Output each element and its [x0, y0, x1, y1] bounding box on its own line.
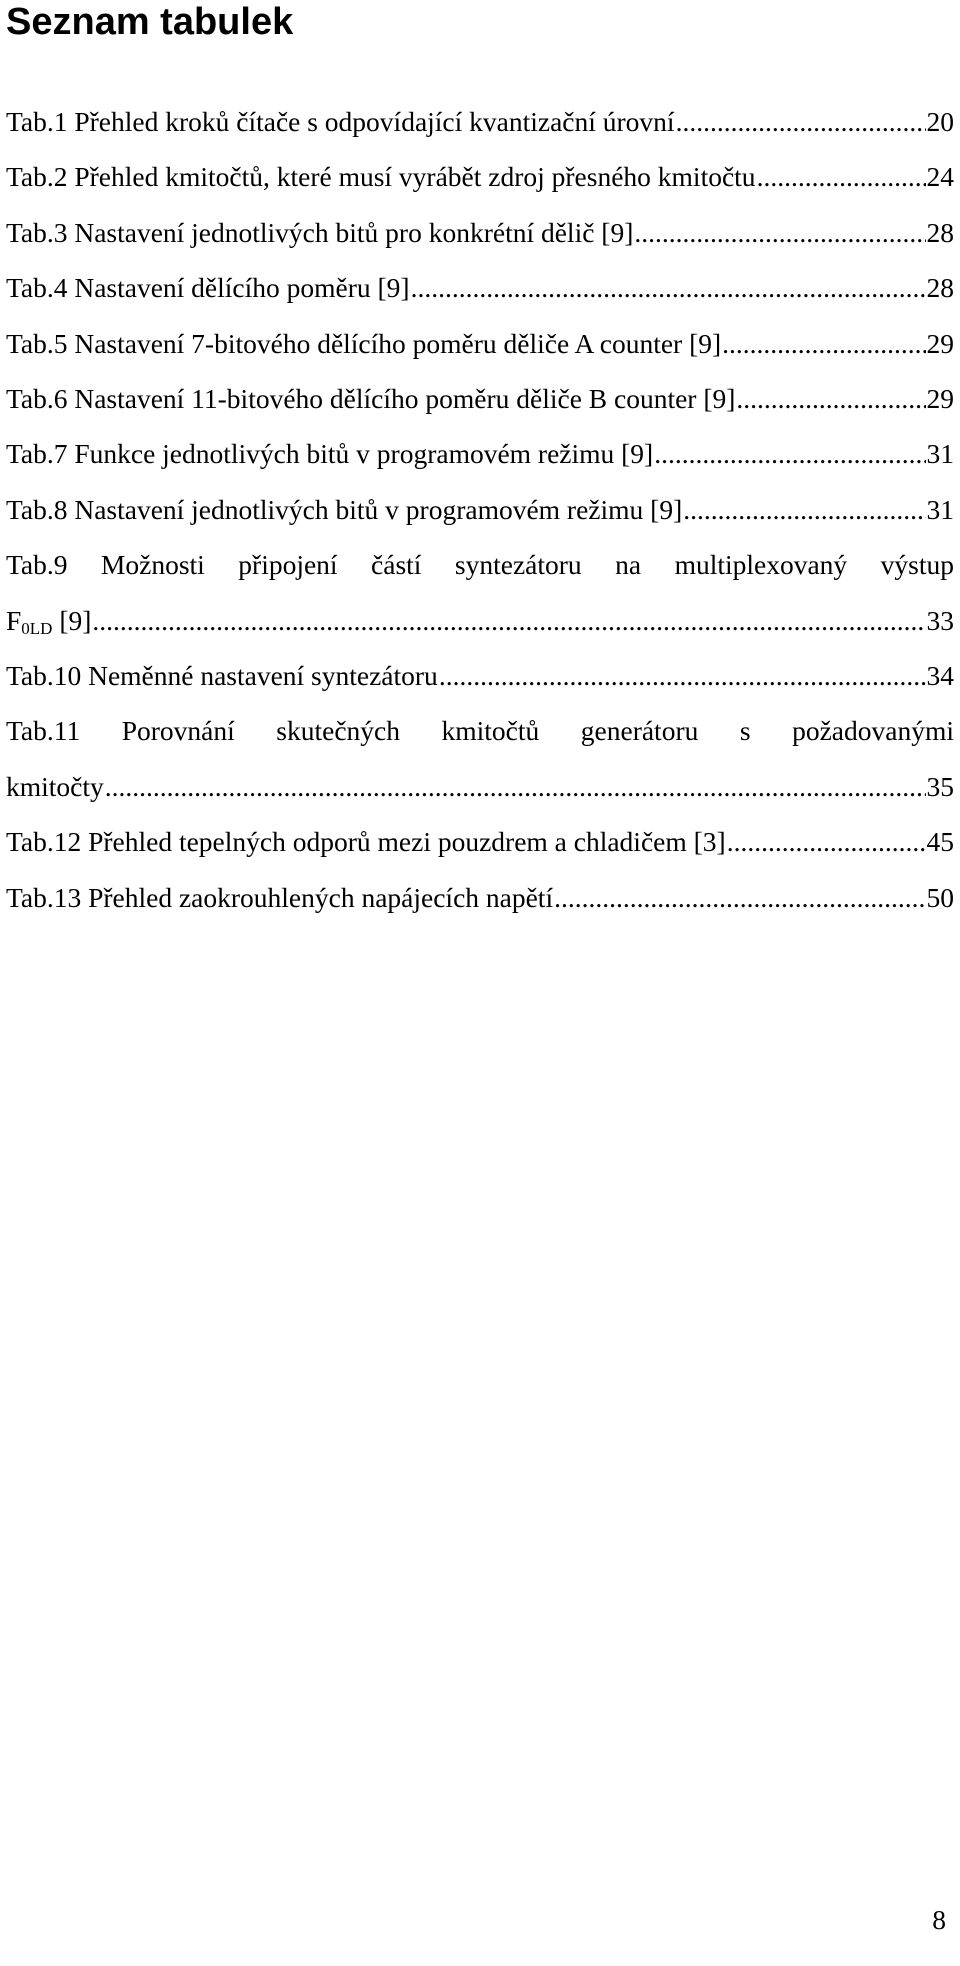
- entry-label: Tab.7 Funkce jednotlivých bitů v programovém režimu [9]: [6, 438, 654, 470]
- list-item-tab-5[interactable]: [6, 328, 954, 383]
- entry-page-number: 34: [926, 659, 954, 691]
- entry-page-number: 45: [926, 826, 954, 858]
- dot-leader: [757, 161, 926, 193]
- entry-page-number: 24: [926, 161, 954, 193]
- entry-label: Tab.2 Přehled kmitočtů, které musí vyrábět zdroj přesného kmitočtu: [6, 161, 756, 193]
- dot-leader: [92, 605, 925, 637]
- entry-page-number: 50: [926, 881, 954, 913]
- dot-leader: [722, 328, 925, 360]
- list-item-tab-7[interactable]: [6, 438, 954, 493]
- entry-page-number: 33: [926, 604, 954, 636]
- list-item-tab-2[interactable]: [6, 161, 954, 216]
- entry-page-number: 28: [926, 216, 954, 248]
- entry-label-rest: [9]: [52, 604, 92, 636]
- dot-leader: [105, 771, 926, 803]
- list-item-tab-12[interactable]: [6, 826, 954, 881]
- dot-leader: [654, 438, 925, 470]
- entry-label: Tab.3 Nastavení jednotlivých bitů pro konkrétní dělič [9]: [6, 216, 634, 248]
- list-item-tab-1[interactable]: [6, 106, 954, 161]
- entry-label: Tab.13 Přehled zaokrouhlených napájecích napětí: [6, 881, 554, 913]
- dot-leader: [554, 882, 925, 914]
- symbol-main: F: [6, 604, 22, 636]
- entry-label-line-2: [6, 771, 954, 826]
- list-item-tab-4[interactable]: [6, 272, 954, 327]
- entry-label: Tab.8 Nastavení jednotlivých bitů v programovém režimu [9]: [6, 493, 683, 525]
- dot-leader: [683, 494, 925, 526]
- entry-label-continuation: [6, 605, 91, 639]
- dot-leader: [439, 660, 926, 692]
- entry-label: Tab.4 Nastavení dělícího poměru [9]: [6, 272, 410, 304]
- entry-label-line-1: Tab.11 Porovnání skutečných kmitočtů generátoru s požadovanými: [6, 715, 954, 747]
- list-item-tab-13[interactable]: [6, 882, 954, 937]
- symbol-subscript: 0LD: [21, 618, 53, 638]
- entry-label: Tab.6 Nastavení 11-bitového dělícího poměru děliče B counter [9]: [6, 382, 736, 414]
- table-list: [6, 106, 954, 937]
- entry-label-continuation: kmitočty: [6, 770, 104, 802]
- entry-page-number: 35: [926, 770, 954, 802]
- list-item-tab-6[interactable]: [6, 383, 954, 438]
- entry-page-number: 29: [926, 327, 954, 359]
- page-title: Seznam tabulek: [6, 1, 294, 43]
- entry-label: Tab.10 Neměnné nastavení syntezátoru: [6, 659, 438, 691]
- entry-label: Tab.5 Nastavení 7-bitového dělícího poměru děliče A counter [9]: [6, 327, 722, 359]
- dot-leader: [411, 272, 926, 304]
- list-item-tab-3[interactable]: [6, 217, 954, 272]
- entry-label-line-2: [6, 605, 954, 660]
- entry-page-number: 28: [926, 272, 954, 304]
- entry-page-number: 20: [926, 106, 954, 137]
- entry-label-line-1: Tab.9 Možnosti připojení částí syntezátoru na multiplexovaný výstup: [6, 549, 954, 581]
- entry-page-number: 31: [926, 493, 954, 525]
- entry-label: Tab.12 Přehled tepelných odporů mezi pouzdrem a chladičem [3]: [6, 826, 726, 858]
- list-item-tab-11[interactable]: [6, 715, 954, 826]
- page-number: 8: [932, 1904, 946, 1935]
- dot-leader: [676, 106, 926, 138]
- list-item-tab-8[interactable]: [6, 494, 954, 549]
- entry-label: Tab.1 Přehled kroků čítače s odpovídající kvantizační úrovní: [6, 106, 675, 137]
- dot-leader: [634, 217, 925, 249]
- dot-leader: [727, 826, 926, 858]
- entry-page-number: 31: [926, 438, 954, 470]
- entry-page-number: 29: [926, 382, 954, 414]
- list-item-tab-10[interactable]: [6, 660, 954, 715]
- dot-leader: [736, 383, 925, 415]
- list-item-tab-9[interactable]: [6, 549, 954, 660]
